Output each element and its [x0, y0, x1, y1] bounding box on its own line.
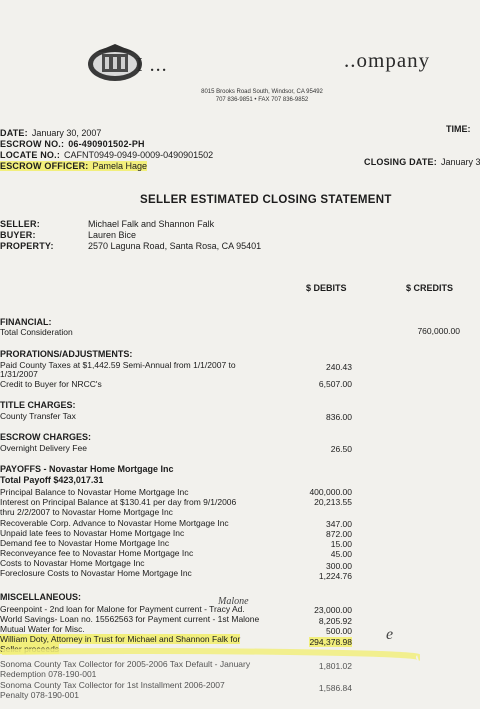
buyer-value: Lauren Bice: [88, 230, 137, 240]
sonoma-debit: 1,801.02: [318, 661, 352, 671]
sonoma-b-line-2: Penalty 078-190-001: [0, 690, 79, 700]
seller-label: SELLER:: [0, 219, 40, 229]
interest-line-1: Interest on Principal Balance at $130.41 per day from 9/1/2006: [0, 497, 237, 507]
escrow-label: ESCROW NO.:: [0, 139, 65, 149]
company-name-left: I ...: [136, 54, 168, 76]
greenpoint-label: Greenpoint - 2nd loan for Malone for Payment current - Tracy Ad.: [0, 604, 245, 614]
demand-fee-label: Demand fee to Novastar Home Mortgage Inc: [0, 538, 170, 548]
foreclosure-label: Foreclosure Costs to Novastar Home Mortgage Inc: [0, 568, 192, 578]
interest-debit: 20,213.55: [314, 497, 352, 507]
closing-date-label: CLOSING DATE:: [364, 157, 437, 167]
time-label: TIME:: [446, 124, 471, 134]
total-payoff-heading: Total Payoff $423,017.31: [0, 475, 104, 485]
interest-line-2: thru 2/2/2007 to Novastar Home Mortgage Inc: [0, 507, 173, 517]
county-taxes-line-2: 1/31/2007: [0, 369, 38, 379]
escrow-value: 06-490901502-PH: [68, 139, 145, 149]
world-savings-debit: 8,205.92: [318, 616, 352, 626]
officer-value: Pamela Hage: [92, 161, 148, 171]
transfer-tax-debit: 836.00: [326, 412, 352, 422]
sonoma-b-line-1: Sonoma County Tax Collector for 1st Installment 2006-2007: [0, 680, 225, 690]
sonoma-b-debit: 1,586.84: [318, 683, 352, 693]
doty-line-1-text: William Doty, Attorney in Trust for Michael and Shannon Falk for: [0, 634, 241, 644]
recoverable-label: Recoverable Corp. Advance to Novastar Home Mortgage Inc: [0, 518, 229, 528]
transfer-tax-label: County Transfer Tax: [0, 411, 76, 421]
officer-label: ESCROW OFFICER:: [0, 161, 89, 171]
costs-label: Costs to Novastar Home Mortgage Inc: [0, 558, 145, 568]
late-fees-label: Unpaid late fees to Novastar Home Mortgage Inc: [0, 528, 185, 538]
total-consideration-credit: 760,000.00: [417, 326, 460, 336]
principal-debit: 400,000.00: [309, 487, 352, 497]
seller-value: Michael Falk and Shannon Falk: [88, 219, 215, 229]
debits-column-header: $ DEBITS: [306, 283, 347, 293]
sonoma-line-2: Redemption 078-190-001: [0, 669, 97, 679]
reconvey-fee-label: Reconveyance fee to Novastar Home Mortgage Inc: [0, 548, 194, 558]
total-consideration-label: Total Consideration: [0, 327, 73, 337]
buyer-label: BUYER:: [0, 230, 36, 240]
seller-row: [0, 219, 215, 229]
water-debit: 500.00: [326, 626, 352, 636]
date-row: [0, 128, 101, 138]
delivery-fee-label: Overnight Delivery Fee: [0, 443, 87, 453]
escrow-row: [0, 139, 145, 149]
buyer-row: [0, 230, 137, 240]
world-savings-label: World Savings- Loan no. 15562563 for Payment current - 1st Malone: [0, 614, 260, 624]
company-address: [182, 88, 342, 104]
property-row: [0, 241, 262, 251]
prorations-heading: PRORATIONS/ADJUSTMENTS:: [0, 349, 133, 359]
credit-nrcc-label: Credit to Buyer for NRCC's: [0, 379, 102, 389]
locate-row: [0, 150, 213, 160]
property-label: PROPERTY:: [0, 241, 54, 251]
delivery-fee-debit: 26.50: [330, 444, 352, 454]
water-label: Mutual Water for Misc.: [0, 624, 85, 634]
address-line-2: 707 836-9851 • FAX 707 836-9852: [215, 97, 309, 103]
date-label: DATE:: [0, 128, 28, 138]
payoffs-heading: PAYOFFS - Novastar Home Mortgage Inc: [0, 464, 174, 474]
reconvey-fee-debit: 45.00: [330, 549, 352, 559]
costs-debit: 300.00: [326, 561, 352, 571]
date-value: January 30, 2007: [31, 128, 102, 138]
locate-value: CAFNT0949-0949-0009-0490901502: [64, 150, 214, 160]
initial-handwritten-note: e: [386, 626, 394, 643]
address-line-1: 8015 Brooks Road South, Windsor, CA 95492: [201, 89, 323, 95]
credits-column-header: $ CREDITS: [406, 283, 454, 293]
greenpoint-debit: 23,000.00: [314, 605, 352, 615]
officer-row: [0, 161, 147, 171]
credit-nrcc-debit: 6,507.00: [318, 379, 352, 389]
financial-heading: FINANCIAL:: [0, 317, 52, 327]
doty-line-1: [0, 634, 240, 644]
recoverable-debit: 347.00: [326, 519, 352, 529]
county-taxes-line-1: Paid County Taxes at $1,442.59 Semi-Annual from 1/1/2007 to: [0, 360, 236, 370]
county-taxes-debit: 240.43: [326, 362, 352, 372]
foreclosure-debit: 1,224.76: [318, 571, 352, 581]
malone-handwritten-note: Malone: [218, 596, 249, 607]
principal-label: Principal Balance to Novastar Home Mortgage Inc: [0, 487, 189, 497]
statement-title: SELLER ESTIMATED CLOSING STATEMENT: [140, 194, 392, 206]
doty-line-2-text: Seller proceeds: [0, 644, 60, 654]
late-fees-debit: 872.00: [326, 529, 352, 539]
officer-highlight: [0, 161, 147, 171]
closing-date-row: [364, 157, 480, 167]
sonoma-line-1: Sonoma County Tax Collector for 2005-2006 Tax Default - January: [0, 659, 251, 669]
misc-heading: MISCELLANEOUS:: [0, 592, 81, 602]
title-charges-heading: TITLE CHARGES:: [0, 400, 76, 410]
demand-fee-debit: 15.00: [330, 539, 352, 549]
doty-debit-text: 294,378.98: [309, 637, 352, 647]
property-value: 2570 Laguna Road, Santa Rosa, CA 95401: [88, 241, 262, 251]
escrow-charges-heading: ESCROW CHARGES:: [0, 432, 92, 442]
locate-label: LOCATE NO.:: [0, 150, 61, 160]
closing-date-value: January 3: [440, 157, 480, 167]
company-name-right: ..ompany: [344, 48, 431, 72]
